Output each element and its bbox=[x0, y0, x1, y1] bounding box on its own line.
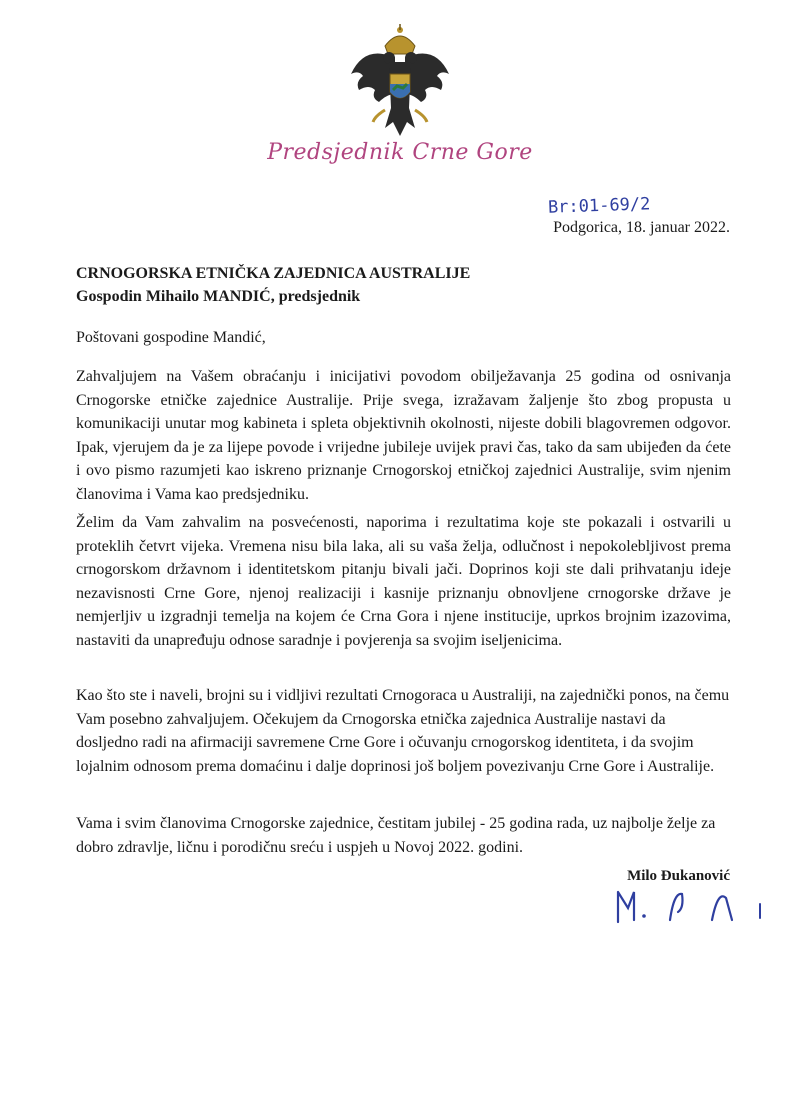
recipient-block bbox=[76, 262, 470, 308]
recipient-organization: CRNOGORSKA ETNIČKA ZAJEDNICA AUSTRALIJE bbox=[76, 265, 471, 282]
signatory-name: Milo Đukanović bbox=[627, 868, 730, 884]
coat-of-arms-icon bbox=[345, 24, 455, 142]
body-paragraph: Želim da Vam zahvalim na posvećenosti, naporima i rezultatima koje ste pokazali i ostvarili u proteklih četvrt vijeka. Vremena nisu bila laka, ali su vaša želja, odlučnost i nepokolebljivost prema crnogorskom državnom i identitetskom pitanju bivali jači. Doprinos koji ste dali prihvatanju ideje nezavisnosti Crne Gore, njenoj realizaciji i kasnije priznanju obnovljene crnogorske države je nemjerljiv u izgradnji temelja na kojem će Crna Gora i njene institucije, uprkos brojnim izazovima, nastaviti da unapređuju odnose saradnje i povjerenja sa svojim iseljenicima. bbox=[76, 514, 731, 649]
body-paragraph: Kao što ste i naveli, brojni su i vidljivi rezultati Crnogoraca u Australiji, na zajednički ponos, na čemu Vam posebno zahvaljujem. Očekujem da Crnogorska etnička zajednica Australije nastavi da dosljedno radi na afirmaciji savremene Crne Gore i očuvanju crnogorskog identiteta, i da svojim lojalnim odnosom prema domaćinu i dalje doprinosi još boljem povezivanju Crne Gore i Australije. bbox=[76, 687, 730, 775]
reference-number: Br:01-69/2 bbox=[547, 194, 651, 218]
recipient-person: Gospodin Mihailo MANDIĆ, predsjednik bbox=[76, 288, 361, 305]
salutation: Poštovani gospodine Mandić, bbox=[76, 329, 266, 346]
body-paragraph: Zahvaljujem na Vašem obraćanju i inicijativi povodom obilježavanja 25 godina od osnivanja Crnogorske etničke zajednice Australije. Prije svega, izražavam žaljenje što zbog propusta u komunikaciji unutar mog kabineta i spleta objektivnih okolnosti, nijeste dobili blagovremen odgovor. Ipak, vjerujem da je za lijepe povode i vrijedne jubileje uvijek pravi čas, tako da sam ubijeđen da ćete i ovo pismo razumjeti kao iskreno priznanje Crnogorskoj etničkoj zajednici Australije, svim njenim članovima i Vama kao predsjedniku. bbox=[76, 368, 731, 503]
place-date: Podgorica, 18. januar 2022. bbox=[553, 219, 730, 236]
handwritten-signature bbox=[600, 886, 770, 926]
body-paragraph: Vama i svim članovima Crnogorske zajednice, čestitam jubilej - 25 godina rada, uz najbolje želje za dobro zdravlje, ličnu i porodičnu sreću i uspjeh u Novoj 2022. godini. bbox=[76, 815, 716, 856]
letterhead-title: Predsjednik Crne Gore bbox=[267, 140, 533, 165]
